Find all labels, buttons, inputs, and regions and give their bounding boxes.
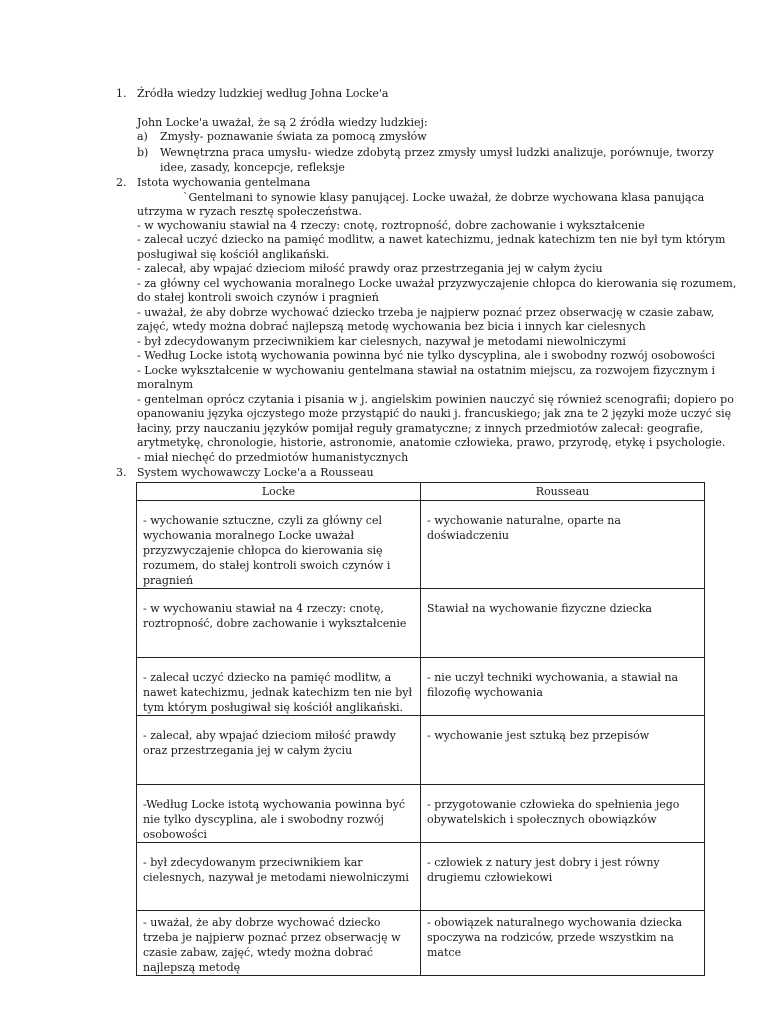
table-row <box>137 843 705 911</box>
list-marker: b) <box>137 146 149 159</box>
table-cell: - wychowanie sztuczne, czyli za główny cel wychowania moralnego Locke uważał przyzwyczajenie chłopca do kierowania się rozumem, do stałej kontroli swoich czynów i pragnień <box>137 501 421 589</box>
list-marker: a) <box>137 130 148 143</box>
list-item: Zmysły- poznawanie świata za pomocą zmysłów <box>160 130 427 143</box>
table-row <box>137 658 705 716</box>
table-row <box>137 716 705 785</box>
section-title: System wychowawczy Locke'a a Rousseau <box>137 466 374 479</box>
column-header-locke: Locke <box>137 483 421 501</box>
paragraph-line: `Gentelmani to synowie klasy panującej. Locke uważał, że dobrze wychowana klasa panująca <box>183 191 705 204</box>
section-number: 3. <box>116 466 127 479</box>
paragraph-line: arytmetykę, chronologie, historie, astronomie, anatomie człowieka, prawo, przyrodę, etykę i psychologie. <box>137 436 726 449</box>
paragraph-line: - zalecał, aby wpajać dzieciom miłość prawdy oraz przestrzegania jej w całym życiu <box>137 262 603 275</box>
table-row <box>137 589 705 658</box>
paragraph-line: opanowaniu języka ojczystego może przystąpić do nauki j. francuskiego; jak zna te 2 języki może uczyć się <box>137 407 732 420</box>
paragraph-line: - był zdecydowanym przeciwnikiem kar cielesnych, nazywał je metodami niewolniczymi <box>137 335 626 348</box>
paragraph-line: posługiwał się kościół anglikański. <box>137 248 330 261</box>
table-row <box>137 501 705 589</box>
table-cell: - w wychowaniu stawiał na 4 rzeczy: cnotę, roztropność, dobre zachowanie i wykształcenie <box>137 589 421 658</box>
column-header-rousseau: Rousseau <box>421 483 705 501</box>
paragraph-line: - Locke wykształcenie w wychowaniu gentelmana stawiał na ostatnim miejscu, za rozwojem fizycznym i <box>137 364 716 377</box>
paragraph-line: - Według Locke istotą wychowania powinna być nie tylko dyscyplina, ale i swobodny rozwój osobowości <box>137 349 716 362</box>
paragraph-line: do stałej kontroli swoich czynów i pragnień <box>137 291 379 304</box>
list-item: Wewnętrzna praca umysłu- wiedze zdobytą przez zmysły umysł ludzki analizuje, porównuje, tworzy <box>160 146 714 159</box>
table-cell: - uważał, że aby dobrze wychować dziecko trzeba je najpierw poznać przez obserwację w czasie zabaw, zajęć, wtedy można dobrać najlepszą metodę <box>137 911 421 976</box>
table-cell: - przygotowanie człowieka do spełnienia jego obywatelskich i społecznych obowiązków <box>421 785 705 843</box>
paragraph-line: - miał niechęć do przedmiotów humanistycznych <box>137 451 409 464</box>
table-cell: - zalecał uczyć dziecko na pamięć modlitw, a nawet katechizmu, jednak katechizm ten nie był tym którym posługiwał się kościół anglikański. <box>137 658 421 716</box>
section-number: 1. <box>116 87 127 100</box>
paragraph-line: utrzyma w ryzach resztę społeczeństwa. <box>137 205 362 218</box>
list-item-continuation: idee, zasady, koncepcje, refleksje <box>160 161 345 174</box>
paragraph-line: moralnym <box>137 378 194 391</box>
table-cell: - był zdecydowanym przeciwnikiem kar cielesnych, nazywał je metodami niewolniczymi <box>137 843 421 911</box>
table-cell: - człowiek z natury jest dobry i jest równy drugiemu człowiekowi <box>421 843 705 911</box>
paragraph-line: - uważał, że aby dobrze wychować dziecko trzeba je najpierw poznać przez obserwację w czasie zabaw, <box>137 306 715 319</box>
table-cell: -Według Locke istotą wychowania powinna być nie tylko dyscyplina, ale i swobodny rozwój osobowości <box>137 785 421 843</box>
paragraph-line: - w wychowaniu stawiał na 4 rzeczy: cnotę, roztropność, dobre zachowanie i wykształcenie <box>137 219 645 232</box>
table-header-row <box>137 483 705 501</box>
table-cell: - wychowanie naturalne, oparte na doświadczeniu <box>421 501 705 589</box>
paragraph-intro: John Locke'a uważał, że są 2 źródła wiedzy ludzkiej: <box>137 116 428 129</box>
section-title: Źródła wiedzy ludzkiej według Johna Locke'a <box>137 87 389 100</box>
table-row <box>137 911 705 976</box>
table-cell: - obowiązek naturalnego wychowania dziecka spoczywa na rodziców, przede wszystkim na matce <box>421 911 705 976</box>
table-cell: - zalecał, aby wpajać dzieciom miłość prawdy oraz przestrzegania jej w całym życiu <box>137 716 421 785</box>
section-number: 2. <box>116 176 127 189</box>
paragraph-line: - zalecał uczyć dziecko na pamięć modlitw, a nawet katechizmu, jednak katechizm ten nie był tym którym <box>137 233 726 246</box>
paragraph-line: - gentelman oprócz czytania i pisania w j. angielskim powinien nauczyć się również scenografii; dopiero po <box>137 393 734 406</box>
table-row <box>137 785 705 843</box>
paragraph-line: zajęć, wtedy można dobrać najlepszą metodę wychowania bez bicia i innych kar cielesnych <box>137 320 646 333</box>
paragraph-line: - za główny cel wychowania moralnego Locke uważał przyzwyczajenie chłopca do kierowania się rozumem, <box>137 277 737 290</box>
section-title: Istota wychowania gentelmana <box>137 176 311 189</box>
comparison-table <box>136 482 705 976</box>
table-cell: - wychowanie jest sztuką bez przepisów <box>421 716 705 785</box>
paragraph-line: łaciny, przy nauczaniu języków pomijał reguły gramatyczne; z innych przedmiotów zalecał: geografie, <box>137 422 704 435</box>
table-cell: - nie uczył techniki wychowania, a stawiał na filozofię wychowania <box>421 658 705 716</box>
table-cell: Stawiał na wychowanie fizyczne dziecka <box>421 589 705 658</box>
